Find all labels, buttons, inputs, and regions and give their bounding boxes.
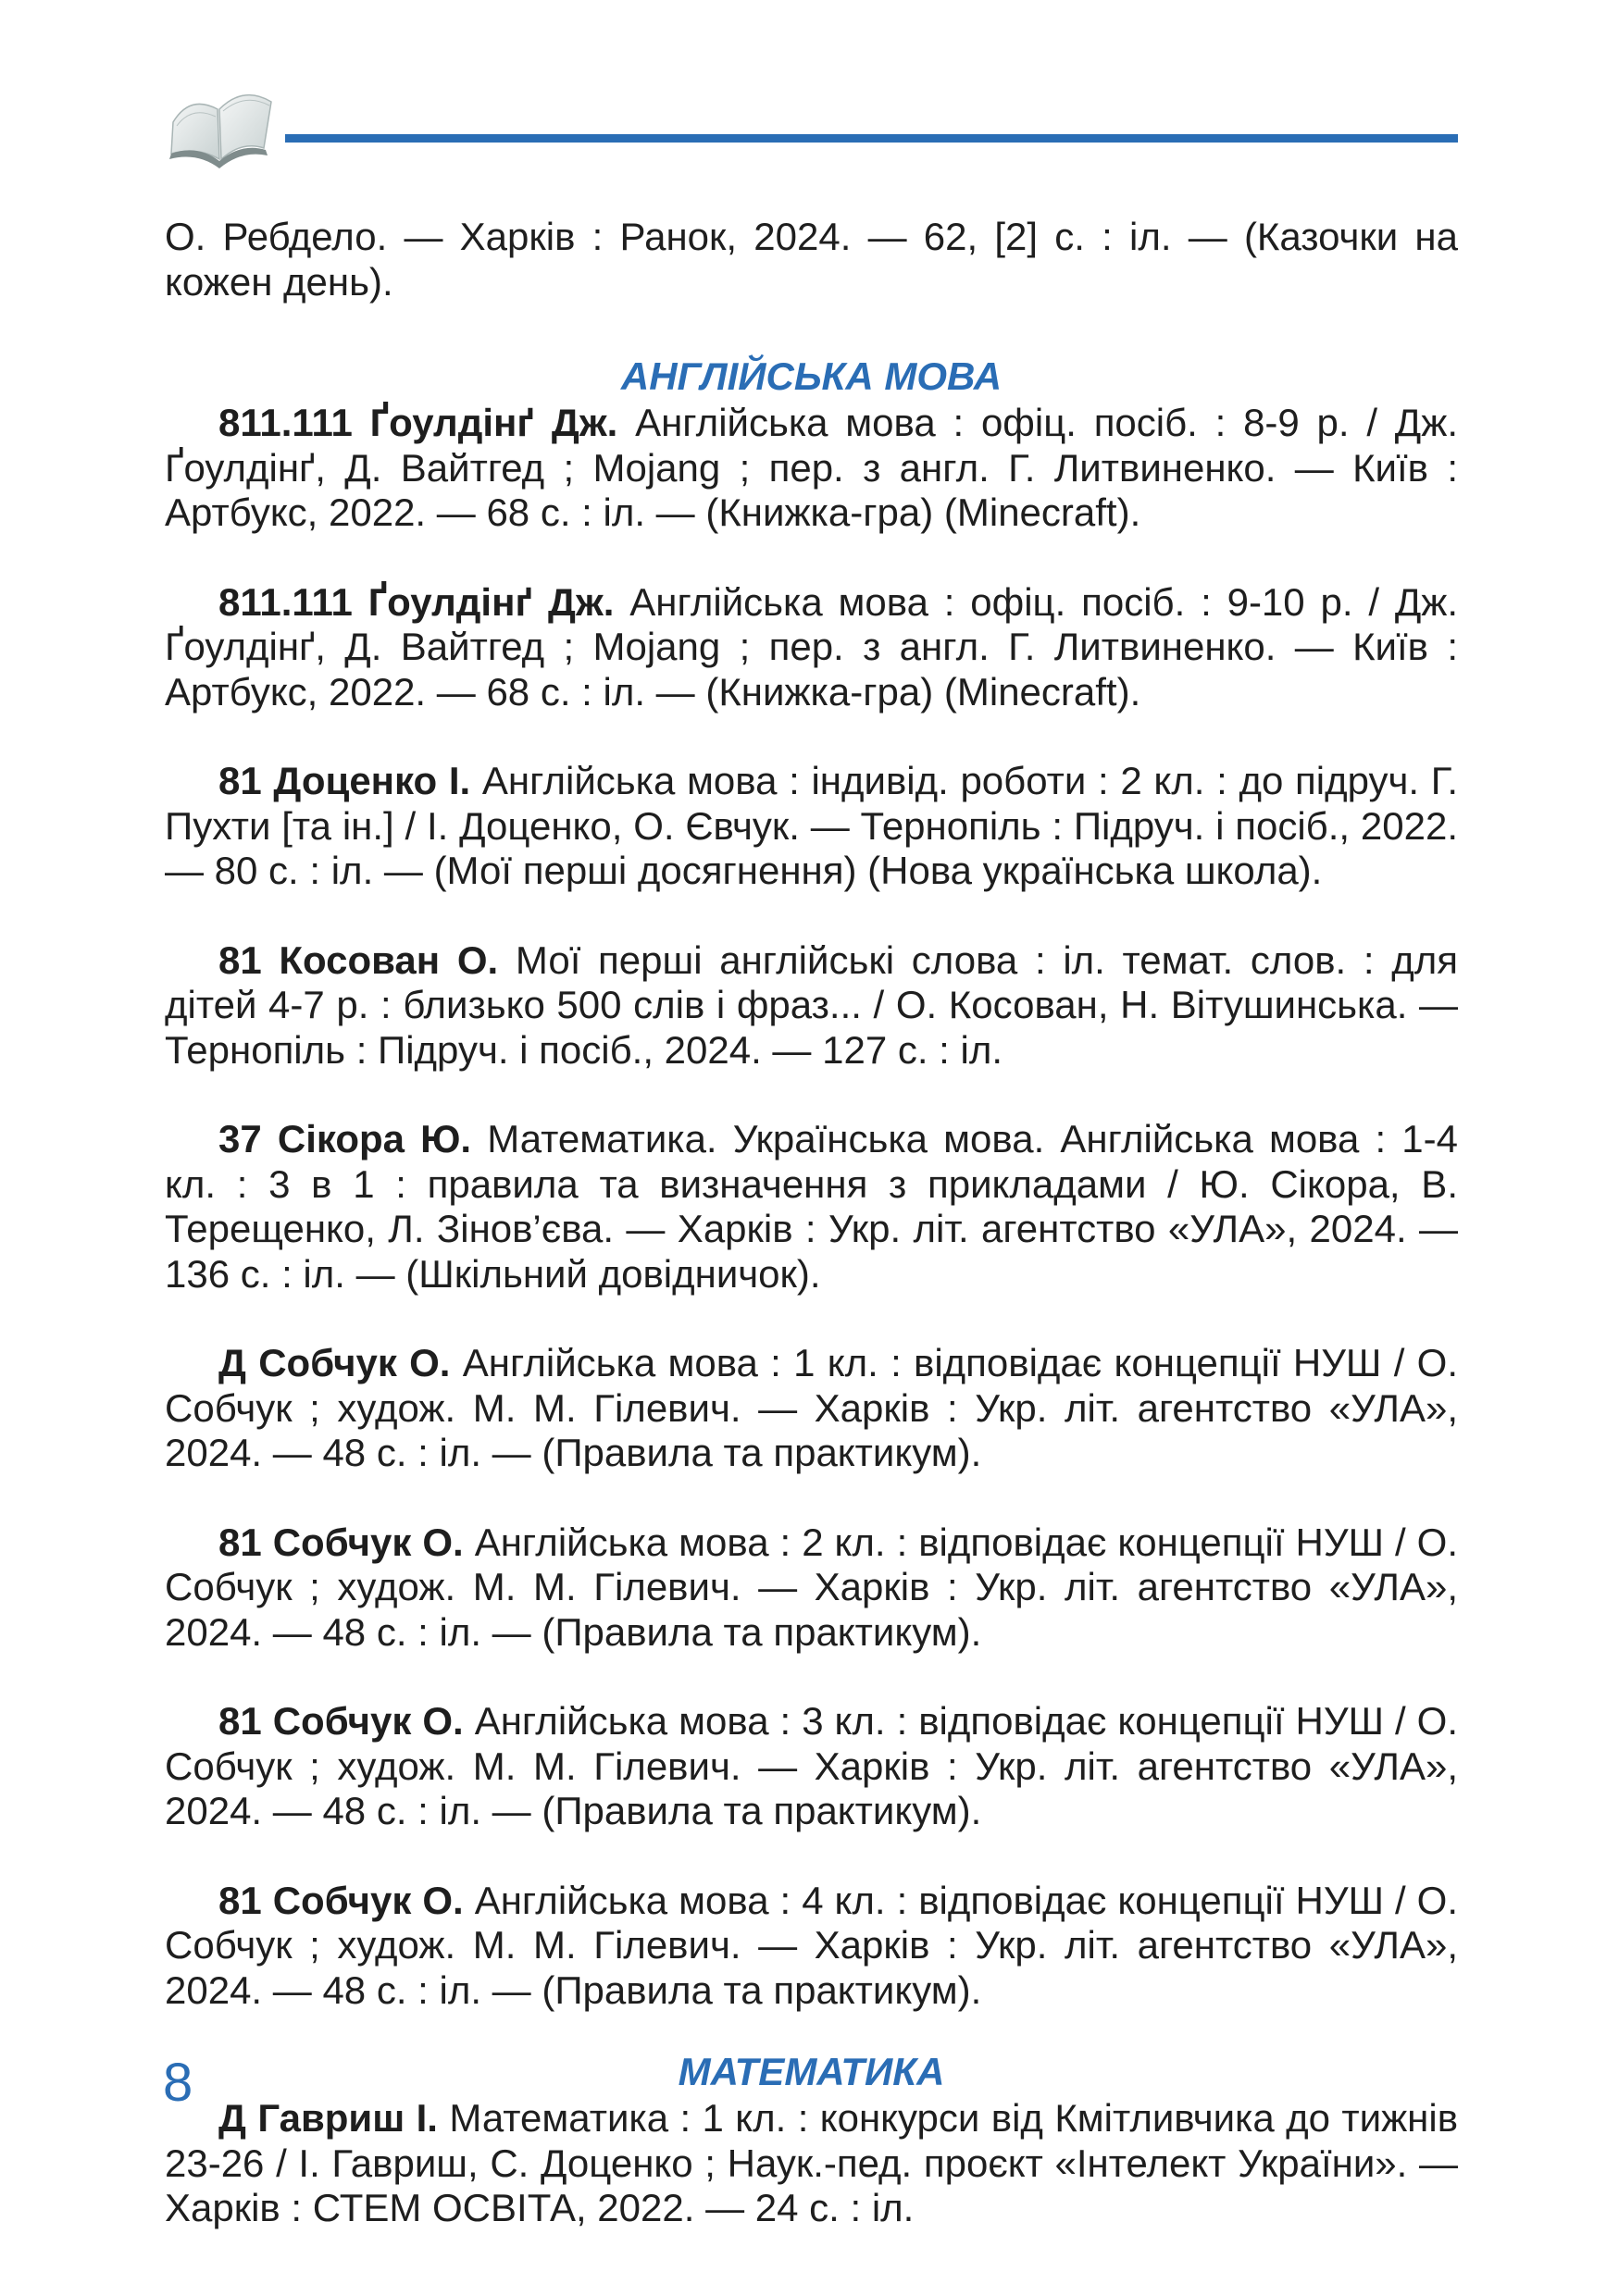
entry-text: Англійська мова : 1 кл. : відповідає концепції НУШ / О. Собчук ; худож. М. М. Гілевич. — Харків : Укр. літ. агентство «УЛА», 2024. — 48 с. : іл. — (Правила та практикум). [165, 1341, 1458, 1474]
entry-text: Англійська мова : офіц. посіб. : 9-10 р. / Дж. Ґоулдінґ, Д. Вайтгед ; Mojang ; пер. з англ. Г. Литвиненко. — Київ : Артбукс, 2022. — 68 с. : іл. — (Книжка-гра) (Minecraft). [165, 579, 1459, 714]
section-heading-english: АНГЛІЙСЬКА МОВА [620, 354, 1003, 398]
entry-author: Доценко І. [273, 759, 471, 802]
entry-code: Д [218, 2096, 246, 2140]
entry-text: Англійська мова : офіц. посіб. : 8-9 р. / Дж. Ґоулдінґ, Д. Вайтгед ; Mojang ; пер. з англ. Г. Литвиненко. — Київ : Артбукс, 2022. — 68 с. : іл. — (Книжка-гра) (Minecraft). [165, 401, 1459, 534]
entry-author: Ґоулдінґ Дж. [367, 579, 615, 624]
entry-code: 81 [218, 1520, 262, 1564]
entry-code: 81 [218, 937, 262, 982]
entry-code: 81 [218, 1878, 262, 1922]
entry-code: Д [218, 1341, 246, 1384]
entry-code: 81 [218, 759, 262, 802]
entry-code: 811.111 [218, 401, 353, 444]
entry-text: Англійська мова : 3 кл. : відповідає концепції НУШ / О. Собчук ; худож. М. М. Гілевич. — Харків : Укр. літ. агентство «УЛА», 2024. — 48 с. : іл. — (Правила та практикум). [165, 1699, 1459, 1832]
entry-author: Собчук О. [272, 1699, 464, 1743]
section-heading-math: МАТЕМАТИКА [678, 2050, 945, 2093]
entry-6 [165, 1520, 1458, 1656]
entry-text: Мої перші англійські слова : іл. темат. слов. : для дітей 4-7 р. : близько 500 слів і фраз... / О. Косован, Н. Вітушинська. — Тернопіль : Підруч. і посіб., 2024. — 127 с. : іл. [165, 937, 1459, 1072]
entry-code: 811.111 [218, 579, 353, 624]
entry-author: Косован О. [279, 937, 499, 982]
open-book-icon [153, 65, 282, 176]
intro-text: О. Ребдело. — Харків : Ранок, 2024. — 62, [2] с. : іл. — (Казочки на кожен день). [165, 215, 1458, 304]
entry-4 [165, 1117, 1458, 1297]
entry-text: Математика. Українська мова. Англійська мова : 1-4 кл. : 3 в 1 : правила та визначення з прикладами / Ю. Сікора, В. Терещенко, Л. Зінов’єва. — Харків : Укр. літ. агентство «УЛА», 2024. — 136 с. : іл. — (Шкільний довідничок). [165, 1117, 1459, 1296]
entry-code: 81 [218, 1699, 262, 1743]
entry-text: Англійська мова : індивід. роботи : 2 кл. : до підруч. Г. Пухти [та ін.] / І. Доценко, О. Євчук. — Тернопіль : Підруч. і посіб., 2022. — 80 с. : іл. — (Мої перші досягнення) (Нова українська школа). [165, 759, 1459, 892]
page-content [165, 215, 1458, 2231]
entry-0 [165, 401, 1458, 536]
entry-8 [165, 1879, 1458, 2014]
entry-author: Сікора Ю. [277, 1117, 472, 1160]
entry-3 [165, 938, 1458, 1074]
entry-author: Собчук О. [258, 1341, 451, 1384]
entry-7 [165, 1699, 1458, 1834]
header-rule [285, 134, 1458, 143]
entry-5 [165, 1341, 1458, 1476]
entry-author: Собчук О. [272, 1878, 464, 1922]
entry-code: 37 [218, 1117, 262, 1160]
entry-text: Англійська мова : 2 кл. : відповідає концепції НУШ / О. Собчук ; худож. М. М. Гілевич. — Харків : Укр. літ. агентство «УЛА», 2024. — 48 с. : іл. — (Правила та практикум). [165, 1520, 1459, 1654]
entry-9 [165, 2096, 1458, 2231]
entry-text: Математика : 1 кл. : конкурси від Кмітливчика до тижнів 23-26 / І. Гавриш, С. Доценко ; Наук.-пед. проєкт «Інтелект України». — Харків : СТЕМ ОСВІТА, 2022. — 24 с. : іл. [165, 2096, 1459, 2229]
entry-1 [165, 580, 1458, 715]
entry-2 [165, 759, 1458, 894]
entry-author: Собчук О. [272, 1520, 464, 1564]
page-number: 8 [163, 2053, 193, 2113]
entry-author: Гавриш І. [257, 2096, 438, 2140]
entry-author: Ґоулдінґ Дж. [369, 401, 618, 444]
entry-text: Англійська мова : 4 кл. : відповідає концепції НУШ / О. Собчук ; худож. М. М. Гілевич. — Харків : Укр. літ. агентство «УЛА», 2024. — 48 с. : іл. — (Правила та практикум). [165, 1878, 1459, 2012]
